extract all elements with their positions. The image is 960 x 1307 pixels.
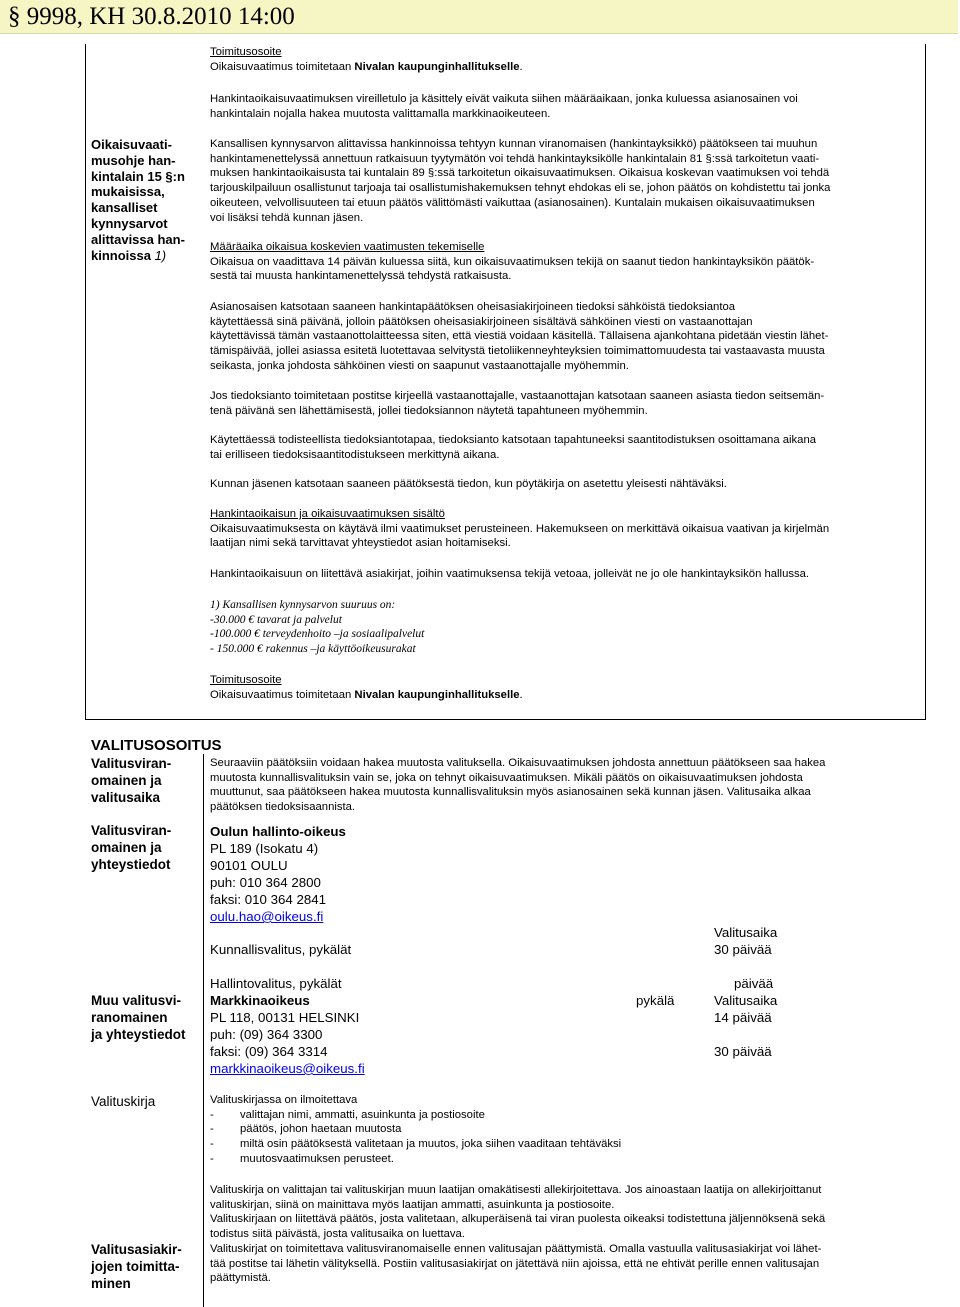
- label-line: ranomainen: [91, 1010, 168, 1025]
- label-valitusasiakirjojen-toimittaminen: [91, 1241, 182, 1292]
- days-30: 30 päivää: [714, 1044, 772, 1059]
- text-line: hankintamenettelyssä annettuun ratkaisuun tyytymätön voi tehdä hankintayksikölle hankintalain 81 §:ssä tarkoitetun vaati-: [210, 152, 820, 165]
- court-name: Oulun hallinto-oikeus: [210, 824, 346, 839]
- valituskirja-list: Valituskirjassa on ilmoitettava - valittajan nimi, ammatti, asuinkunta ja postiosoite - päätös, johon haetaan muutosta - miltä osin päätöksestä valitetaan ja muutos, joka siihen vaaditaan tehtäväksi - muutosvaatimuksen perusteet.: [210, 1094, 622, 1165]
- valitusosoitus-heading: VALITUSOSOITUS: [91, 737, 222, 754]
- liitteet-paragraph: Hankintaoikaisuun on liitettävä asiakirjat, joihin vaatimuksensa tekijä vetoaa, jolleivät ne jo ole hankintayksikön hallussa.: [210, 568, 810, 580]
- footnote-line: - 150.000 € rakennus –ja käyttöoikeusurakat: [210, 643, 416, 656]
- label-valitusviranomainen-yhteystiedot: [91, 822, 171, 873]
- list-item: muutosvaatimuksen perusteet.: [240, 1152, 394, 1165]
- toimitusosoite-2: Toimitusosoite Oikaisuvaatimus toimitetaan Nivalan kaupunginhallitukselle.: [210, 674, 523, 701]
- label-line: omainen ja: [91, 773, 162, 788]
- toimitusosoite-1-heading: Toimitusosoite: [210, 46, 282, 58]
- footnote-kynnysarvot: [210, 598, 424, 657]
- label-line: valitusaika: [91, 790, 161, 805]
- label-line: ja yhteystiedot: [91, 1027, 186, 1042]
- text-line: Asianosaisen katsotaan saaneen hankintapäätöksen oheisasiakirjoineen tiedoksi sähköistä tiedoksiantoa: [210, 301, 736, 313]
- sisalto-section: [210, 507, 829, 551]
- text-line: Oikaisuvaatimuksesta on käytävä ilmi vaatimukset perusteineen. Hakemukseen on merkittävä oikaisua vaativan ja kirjelmän: [210, 522, 830, 535]
- label-line: Valituskirja: [91, 1094, 156, 1109]
- valituskirja-paragraph: [210, 1183, 825, 1242]
- text-line: sestä tai muusta hankintamenettelyssä tehdystä ratkaisusta.: [210, 270, 512, 283]
- kunnallisvalitus-label: Kunnallisvalitus, pykälät: [210, 942, 352, 957]
- label-line: Valitusviran-: [91, 823, 172, 838]
- tiedoksianto-paragraph: [210, 300, 828, 374]
- text-line: muutosta kunnallisvalituksin vain se, joka on tehnyt oikaisuvaatimuksen. Mikäli päätös on oikaisuvaatimuksen johdosta: [210, 771, 803, 784]
- list-item: valittajan nimi, ammatti, asuinkunta ja postiosoite: [240, 1108, 485, 1121]
- label-valitusviranomainen-aika: [91, 755, 171, 806]
- markkinaoikeus-contact: [210, 992, 365, 1077]
- text-line: Käytettäessä todisteellista tiedoksiantotapaa, tiedoksianto katsotaan tapahtuneeksi saantitodistuksen osoittamana aikana: [210, 434, 817, 446]
- text-line: Seuraaviin päätöksiin voidaan hakea muutosta valituksella. Oikaisuvaatimuksen johdosta annettuun päätökseen saa hakea: [210, 757, 826, 769]
- sisalto-heading: Hankintaoikaisun ja oikaisuvaatimuksen sisältö: [210, 508, 445, 520]
- label-valituskirja: [91, 1093, 155, 1110]
- hallintovalitus-days: päivää: [734, 976, 774, 991]
- footnote-line: -100.000 € terveydenhoito –ja sosiaalipalvelut: [210, 628, 425, 641]
- side-label-last: kinnoissa: [91, 247, 155, 263]
- footnote-line: 1) Kansallisen kynnysarvon suuruus on:: [210, 599, 396, 611]
- text-line: päätöksen tiedoksisaannista.: [210, 801, 356, 814]
- maaraaika-section: [210, 240, 814, 284]
- text-line: Valituskirjaan on liitettävä päätös, josta valitetaan, alkuperäisenä tai viran puolesta oikeaksi todistettuna jäljennöksenä sekä: [210, 1213, 826, 1226]
- valitusaika-header: Valitusaika: [714, 925, 778, 940]
- side-label-line: kynnysarvot: [91, 215, 168, 231]
- text-line: voi lisäksi tehdä kunnan jäsen.: [210, 211, 364, 224]
- footnote-line: -30.000 € tavarat ja palvelut: [210, 613, 342, 626]
- phone-line: puh: (09) 364 3300: [210, 1027, 323, 1042]
- address-line: PL 189 (Isokatu 4): [210, 841, 319, 856]
- hallintovalitus-label: Hallintovalitus, pykälät: [210, 976, 342, 991]
- text-line: Jos tiedoksianto toimitetaan postitse kirjeellä vastaanottajalle, vastaanottajan katsotaan saaneen asiasta tiedon seitsemän-: [210, 390, 825, 402]
- fax-line: faksi: (09) 364 3314: [210, 1044, 328, 1059]
- text-line: Hankintaoikaisuvaatimuksen vireilletulo ja käsittely eivät vaikuta siihen määräaikaan, jonka kuluessa asianosainen voi: [210, 93, 798, 105]
- maaraaika-heading: Määräaika oikaisua koskevien vaatimusten tekemiselle: [210, 241, 485, 253]
- toimittaminen-paragraph: [210, 1242, 821, 1286]
- side-label-line: alittavissa han-: [91, 231, 185, 247]
- text-line: laatijan nimi sekä tarvittavat yhteystiedot asian hoitamiseksi.: [210, 537, 511, 550]
- toimitusosoite-2-text: Oikaisuvaatimus toimitetaan: [210, 688, 355, 701]
- label-line: Valitusasiakir-: [91, 1242, 182, 1257]
- address-line: 90101 OULU: [210, 858, 288, 873]
- label-line: Valitusviran-: [91, 756, 172, 771]
- list-item: päätös, johon haetaan muutosta: [240, 1123, 402, 1136]
- text-line: Valituskirja on valittajan tai valituskirjan muun laatijan omakätisesti allekirjoitettava. Jos ainoastaan laatija on allekirjoittanut: [210, 1184, 822, 1196]
- side-label-oikaisuvaatimusohje: [91, 137, 185, 263]
- toimitusosoite-2-heading: Toimitusosoite: [210, 674, 282, 686]
- text-line: tai erilliseen tiedoksisaantitodistukseen merkittynä aikana.: [210, 448, 500, 461]
- kunnan-jasen-paragraph: Kunnan jäsenen katsotaan saaneen päätöksestä tiedon, kun pöytäkirja on asetettu yleisesti nähtäväksi.: [210, 478, 727, 490]
- text-line: käytettävissä tämän vastaanottolaitteessa siten, että viestiä voidaan käsitellä. Tällaisena ajankohtana pidetään viestin lähet-: [210, 330, 829, 343]
- banner-title: § 9998, KH 30.8.2010 14:00: [8, 3, 295, 30]
- posti-paragraph: [210, 389, 824, 418]
- divider-line: [203, 754, 204, 1307]
- oulu-court-contact: [210, 823, 346, 925]
- label-line: jojen toimitta-: [91, 1259, 180, 1274]
- side-label-line: mukaisissa,: [91, 184, 165, 200]
- toimitusosoite-2-recipient: Nivalan kaupunginhallitukselle: [354, 688, 520, 701]
- text-line: päättymistä.: [210, 1272, 271, 1285]
- kunnallisvalitus-days: 30 päivää: [714, 942, 772, 957]
- text-line: muksen hankintaoikaisusta tai kuntalain 89 §:ssä tarkoitetun oikaisuvaatimuksen. Oikaisua koskevan vaatimuksen voi tehdä: [210, 167, 830, 180]
- text-line: tenä päivänä sen lähettämisestä, jollei tiedoksiannon näytetä tapahtuneen myöhemmin.: [210, 404, 648, 417]
- text-line: hankintalain nojalla hakea muutosta valittamalla markkinaoikeuteen.: [210, 107, 551, 120]
- side-label-line: kansalliset: [91, 200, 158, 216]
- text-line: valituskirjan, siinä on mainittava myös laatijan ammatti, asuinkunta ja postiosoite.: [210, 1198, 615, 1211]
- text-line: Valituskirjassa on ilmoitettava: [210, 1094, 358, 1106]
- valitusaika-header-2: Valitusaika: [714, 993, 778, 1008]
- text-line: tämispäivää, jollei asiassa esitetä luotettavaa selvitystä tietoliikenneyhteyksien toimimattomuudesta tai vastaavasta muusta: [210, 345, 825, 358]
- text-line: todistus siitä päivästä, josta valitusaika on luettava.: [210, 1228, 465, 1241]
- text-line: käytettäessä sinä päivänä, jolloin päätöksen oheisasiakirjoineen sisältävä sähköinen viesti on vastaanottajan: [210, 315, 753, 328]
- label-line: omainen ja: [91, 840, 162, 855]
- valitusaika-paragraph: [210, 756, 825, 815]
- side-label-line: [91, 248, 185, 264]
- text-line: Oikaisua on vaadittava 14 päivän kuluessa siitä, kun oikaisuvaatimuksen tekijä on saanut tiedon hankintayksikön päätök-: [210, 255, 815, 268]
- label-muu-valitusviranomainen: [91, 992, 186, 1043]
- phone-line: puh: 010 364 2800: [210, 875, 321, 890]
- hankintaoikaisu-paragraph: [210, 92, 798, 121]
- text-line: Kansallisen kynnysarvon alittavissa hankinnoissa tehtyyn kunnan viranomaisen (hankintayksikkö) päätökseen tai muuhun: [210, 138, 818, 150]
- toimitusosoite-1: Toimitusosoite Oikaisuvaatimus toimitetaan Nivalan kaupunginhallitukselle.: [210, 46, 523, 73]
- label-line: Muu valitusvi-: [91, 993, 182, 1008]
- email-link[interactable]: oulu.hao@oikeus.fi: [210, 909, 324, 924]
- fax-line: faksi: 010 364 2841: [210, 892, 327, 907]
- text-line: oikeuteen, velvollisuuteen tai etuun päätös välittömästi vaikuttaa (asianosainen). Kuntalain mukaisen oikaisuvaatimuksen: [210, 196, 815, 209]
- footnote-ref: 1): [154, 247, 167, 263]
- text-line: muuttunut, saa päätökseen hakea muutosta kunnallisvalituksin myös asianosainen sekä kunnan jäsen. Valitusaika alkaa: [210, 786, 811, 799]
- kansallinen-paragraph: [210, 137, 830, 225]
- toimitusosoite-1-recipient: Nivalan kaupunginhallitukselle: [354, 60, 520, 73]
- side-label-line: kintalain 15 §:n: [91, 168, 185, 184]
- days-14: 14 päivää: [714, 1010, 772, 1025]
- label-line: minen: [91, 1276, 131, 1291]
- toimitusosoite-1-text: Oikaisuvaatimus toimitetaan: [210, 60, 355, 73]
- label-line: yhteystiedot: [91, 857, 171, 872]
- list-item: miltä osin päätöksestä valitetaan ja muutos, joka siihen vaaditaan tehtäväksi: [240, 1138, 622, 1151]
- side-label-line: musohje han-: [91, 152, 176, 168]
- header-banner: [0, 0, 958, 34]
- pykala-label: pykälä: [636, 993, 675, 1008]
- address-line: PL 118, 00131 HELSINKI: [210, 1010, 360, 1025]
- text-line: tarjouskilpailuun osallistunut tarjoaja tai osallistumishakemuksen tehnyt ehdokas eli se, johon päätös on kohdistettu tai jonka: [210, 182, 831, 195]
- email-link[interactable]: markkinaoikeus@oikeus.fi: [210, 1061, 365, 1076]
- text-line: Valituskirjat on toimitettava valitusviranomaiselle ennen valitusajan päättymistä. Omalla vastuulla valitusasiakirjat voi lähet-: [210, 1243, 822, 1255]
- todisteellinen-paragraph: [210, 433, 816, 462]
- text-line: tää postitse tai lähetin välityksellä. Postiin valitusasiakirjat on jätettävä niin ajoissa, että ne ehtivät perille ennen valitusajan: [210, 1257, 820, 1270]
- side-label-line: Oikaisuvaati-: [91, 137, 172, 152]
- text-line: seikasta, jonka johdosta sähköinen viesti on saapunut vastaanottajalle myöhemmin.: [210, 359, 629, 372]
- court-name: Markkinaoikeus: [210, 993, 310, 1008]
